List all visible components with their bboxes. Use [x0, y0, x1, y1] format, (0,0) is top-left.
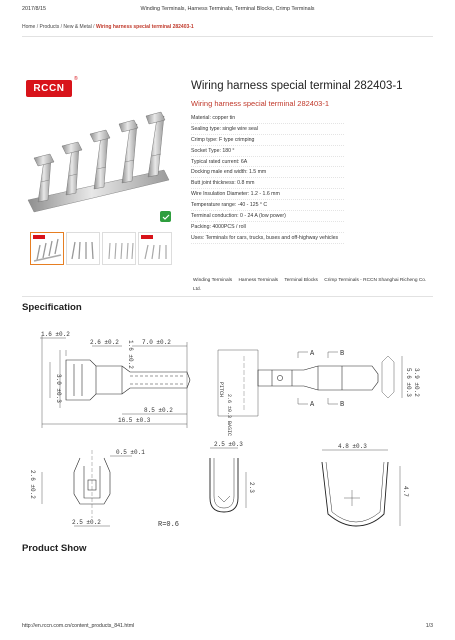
page-number: 1/3: [425, 623, 433, 629]
thumbnail-1[interactable]: [30, 232, 64, 265]
spec-item: Socket Type: 180 °: [191, 146, 344, 157]
breadcrumb: [22, 24, 194, 30]
product-tags: [193, 276, 433, 294]
dim-label: R=0.6: [158, 521, 180, 529]
header-divider: [22, 36, 433, 37]
spec-item: Sealing type: single wire seal: [191, 124, 344, 135]
dim-label: 2.6 ±0.3 BASIC: [226, 394, 232, 437]
dim-label: 4.7: [402, 486, 409, 497]
tag-link[interactable]: Crimp Terminals - RCCN Shanghai Richeng Co. Ltd.: [193, 278, 427, 292]
spec-item: Packing: 4000PCS / roll: [191, 222, 344, 233]
product-main-image[interactable]: [24, 100, 179, 225]
tag-link[interactable]: Terminal Blocks: [284, 278, 318, 283]
dim-label: 16.5 ±0.3: [118, 417, 151, 424]
dim-label: 5.6 ±0.3: [405, 368, 412, 397]
breadcrumb-products[interactable]: Products: [39, 24, 60, 30]
footer-url[interactable]: http://en.rccn.com.cn/content_products_841.html: [22, 623, 135, 629]
spec-item: Wire Insulation Diameter: 1.2 - 1.6 mm: [191, 189, 344, 200]
thumbnail-tag: [33, 235, 45, 239]
brand-logo[interactable]: [26, 80, 72, 97]
dim-label: 7.0 ±0.2: [142, 339, 171, 346]
specification-drawing: [22, 322, 438, 537]
tag-link[interactable]: Harness Terminals: [238, 278, 279, 283]
thumbnail-image: [103, 233, 136, 265]
breadcrumb-separator: /: [36, 24, 39, 30]
tag-link[interactable]: Winding Terminals: [193, 278, 233, 283]
spec-list: [191, 113, 344, 244]
dim-label: 2.3: [248, 482, 255, 493]
product-show-heading: Product Show: [22, 543, 87, 554]
dim-label: PITCH: [218, 382, 224, 398]
dim-label: 3.0 ±0.3: [55, 374, 62, 403]
dim-label: 8.5 ±0.2: [144, 407, 173, 414]
print-footer: [22, 623, 433, 629]
thumbnail-4[interactable]: [138, 232, 172, 265]
side-view: [60, 350, 190, 408]
thumbnail-3[interactable]: [102, 232, 136, 265]
breadcrumb-home[interactable]: Home: [22, 24, 36, 30]
spec-item: Crimp type: F type crimping: [191, 135, 344, 146]
dim-label: 2.5 ±0.3: [214, 441, 243, 448]
dim-label: 1.6 ±0.2: [127, 340, 134, 369]
logo-text: RCCN: [33, 83, 65, 94]
dim-label: 2.5 ±0.2: [72, 519, 101, 526]
spec-item: Uses: Terminals for cars, trucks, buses and off-highway vehicles: [191, 233, 344, 244]
section-label-b: B: [340, 350, 345, 358]
spec-item: Material: copper tin: [191, 113, 344, 124]
spec-item: Docking male end width: 1.5 mm: [191, 167, 344, 178]
product-title: Wiring harness special terminal 282403-1: [191, 80, 403, 92]
dim-label: 4.8 ±0.3: [338, 443, 367, 450]
thumbnail-strip: [30, 232, 172, 265]
dim-label: 2.6 ±0.2: [90, 339, 119, 346]
dim-label: 1.6 ±0.2: [41, 331, 70, 338]
spec-item: Temperature range: -40 - 125 ° C: [191, 200, 344, 211]
spec-item: Butt joint thickness: 0.8 mm: [191, 178, 344, 189]
registered-mark: ®: [74, 76, 78, 82]
thumbnail-image: [67, 233, 100, 265]
spec-item: Terminal conduction: 0 - 24 A (low power): [191, 211, 344, 222]
thumbnail-tag: [141, 235, 153, 239]
dim-label: 0.5 ±0.1: [116, 449, 145, 456]
section-label-a: A: [310, 401, 315, 409]
dim-label: 3.9 ±0.2: [413, 368, 420, 397]
section-label-a: A: [310, 350, 315, 358]
section-view-b: [210, 458, 238, 512]
dim-label: 2.6 ±0.2: [29, 470, 36, 499]
breadcrumb-separator: /: [60, 24, 63, 30]
print-date: 2017/8/15: [22, 6, 46, 12]
section-divider: [22, 296, 433, 297]
section-label-b: B: [340, 401, 345, 409]
breadcrumb-current: Wiring harness special terminal 282403-1: [95, 24, 194, 30]
print-header: [22, 6, 433, 16]
product-subtitle: Wiring harness special terminal 282403-1: [191, 99, 329, 108]
section-view-a: [74, 450, 110, 518]
spec-item: Typical rated current: 6A: [191, 157, 344, 168]
breadcrumb-category[interactable]: New & Metal: [63, 24, 92, 30]
wechat-share-icon[interactable]: [160, 211, 171, 222]
section-view-c: [322, 462, 388, 526]
print-title: Winding Terminals, Harness Terminals, Terminal Blocks, Crimp Terminals: [140, 6, 315, 12]
breadcrumb-separator: /: [93, 24, 95, 30]
specification-heading: Specification: [22, 302, 82, 313]
thumbnail-2[interactable]: [66, 232, 100, 265]
